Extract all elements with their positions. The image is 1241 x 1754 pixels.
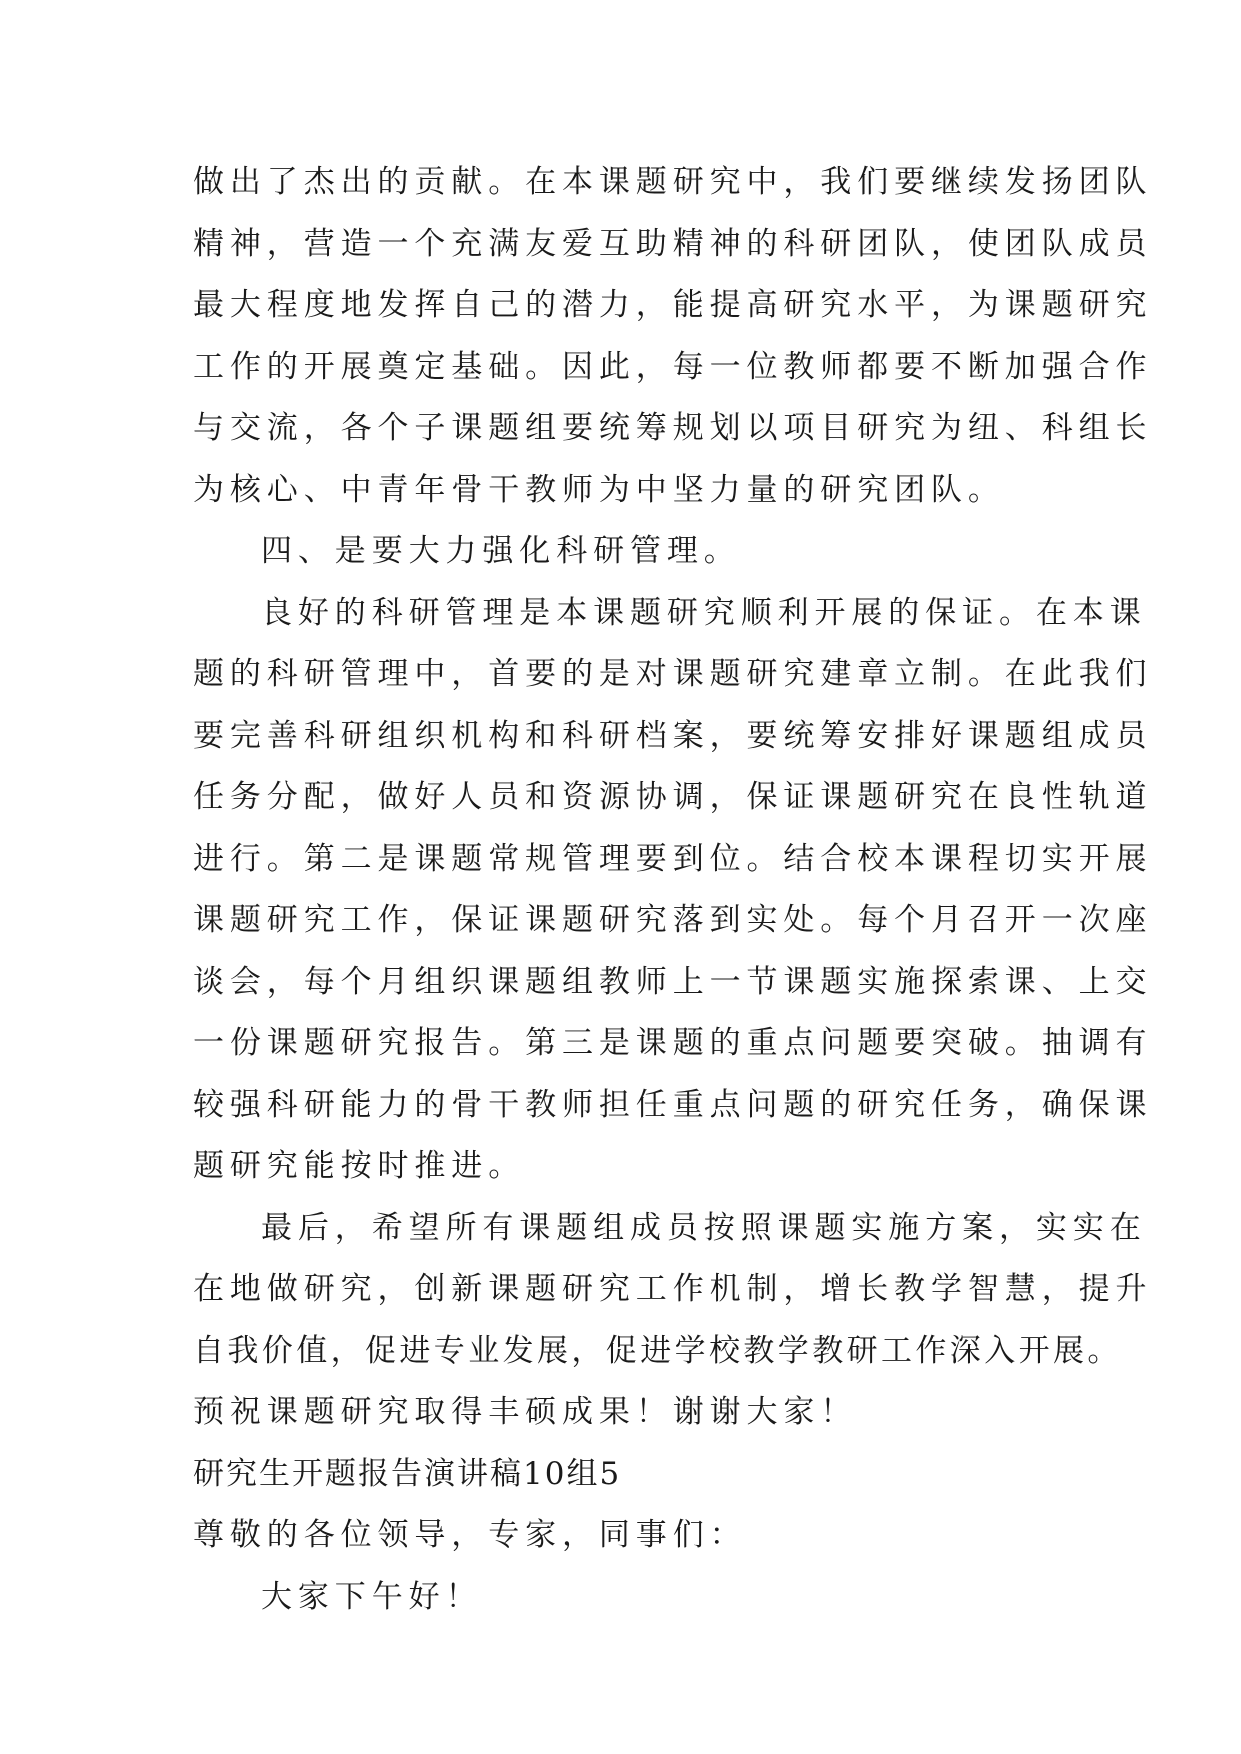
text-line: 一份课题研究报告。第三是课题的重点问题要突破。抽调有 bbox=[193, 1025, 1153, 1061]
text-line: 为核心、中青年骨干教师为中坚力量的研究团队。 bbox=[193, 471, 1005, 508]
text-line: 题的科研管理中，首要的是对课题研究建章立制。在此我们 bbox=[193, 656, 1153, 692]
text-line: 最后，希望所有课题组成员按照课题实施方案，实实在 bbox=[261, 1209, 1147, 1246]
text-line: 进行。第二是课题常规管理要到位。结合校本课程切实开展 bbox=[193, 840, 1153, 877]
text-line: 谈会，每个月组织课题组教师上一节课题实施探索课、上交 bbox=[193, 963, 1153, 1000]
section-heading-text: 四、是要大力强化科研管理。 bbox=[261, 533, 741, 569]
text-line: 自我价值，促进专业发展，促进学校教学教研工作深入开展。 bbox=[193, 1332, 1122, 1369]
paragraph-team-spirit bbox=[193, 152, 1153, 521]
paragraph-closing bbox=[193, 1198, 1153, 1444]
salutation-text: 尊敬的各位领导，专家，同事们： bbox=[193, 1517, 747, 1553]
text-line: 工作的开展奠定基础。因此，每一位教师都要不断加强合作 bbox=[193, 348, 1153, 385]
text-line: 任务分配，做好人员和资源协调，保证课题研究在良性轨道 bbox=[193, 779, 1153, 815]
next-speech-title bbox=[193, 1444, 1063, 1506]
text-line: 预祝课题研究取得丰硕成果！谢谢大家！ bbox=[193, 1394, 858, 1430]
greeting-text: 大家下午好！ bbox=[261, 1578, 483, 1615]
text-line: 做出了杰出的贡献。在本课题研究中，我们要继续发扬团队 bbox=[193, 164, 1153, 200]
text-line: 精神，营造一个充满友爱互助精神的科研团队，使团队成员 bbox=[193, 225, 1153, 262]
paragraph-research-management bbox=[193, 583, 1153, 1198]
next-speech-title-text: 研究生开题报告演讲稿10组5 bbox=[193, 1455, 622, 1492]
text-line: 较强科研能力的骨干教师担任重点问题的研究任务，确保课 bbox=[193, 1086, 1153, 1123]
section-heading-four bbox=[193, 521, 1063, 583]
greeting bbox=[193, 1567, 1063, 1629]
salutation bbox=[193, 1505, 1063, 1567]
text-line: 在地做研究，创新课题研究工作机制，增长教学智慧，提升 bbox=[193, 1271, 1153, 1307]
text-line: 最大程度地发挥自己的潜力，能提高研究水平，为课题研究 bbox=[193, 287, 1153, 323]
text-line: 良好的科研管理是本课题研究顺利开展的保证。在本课 bbox=[261, 594, 1147, 631]
text-line: 要完善科研组织机构和科研档案，要统筹安排好课题组成员 bbox=[193, 717, 1153, 754]
text-line: 题研究能按时推进。 bbox=[193, 1148, 526, 1184]
text-line: 课题研究工作，保证课题研究落到实处。每个月召开一次座 bbox=[193, 902, 1153, 938]
text-line: 与交流，各个子课题组要统筹规划以项目研究为纽、科组长 bbox=[193, 410, 1153, 446]
document-page bbox=[193, 152, 1153, 1628]
